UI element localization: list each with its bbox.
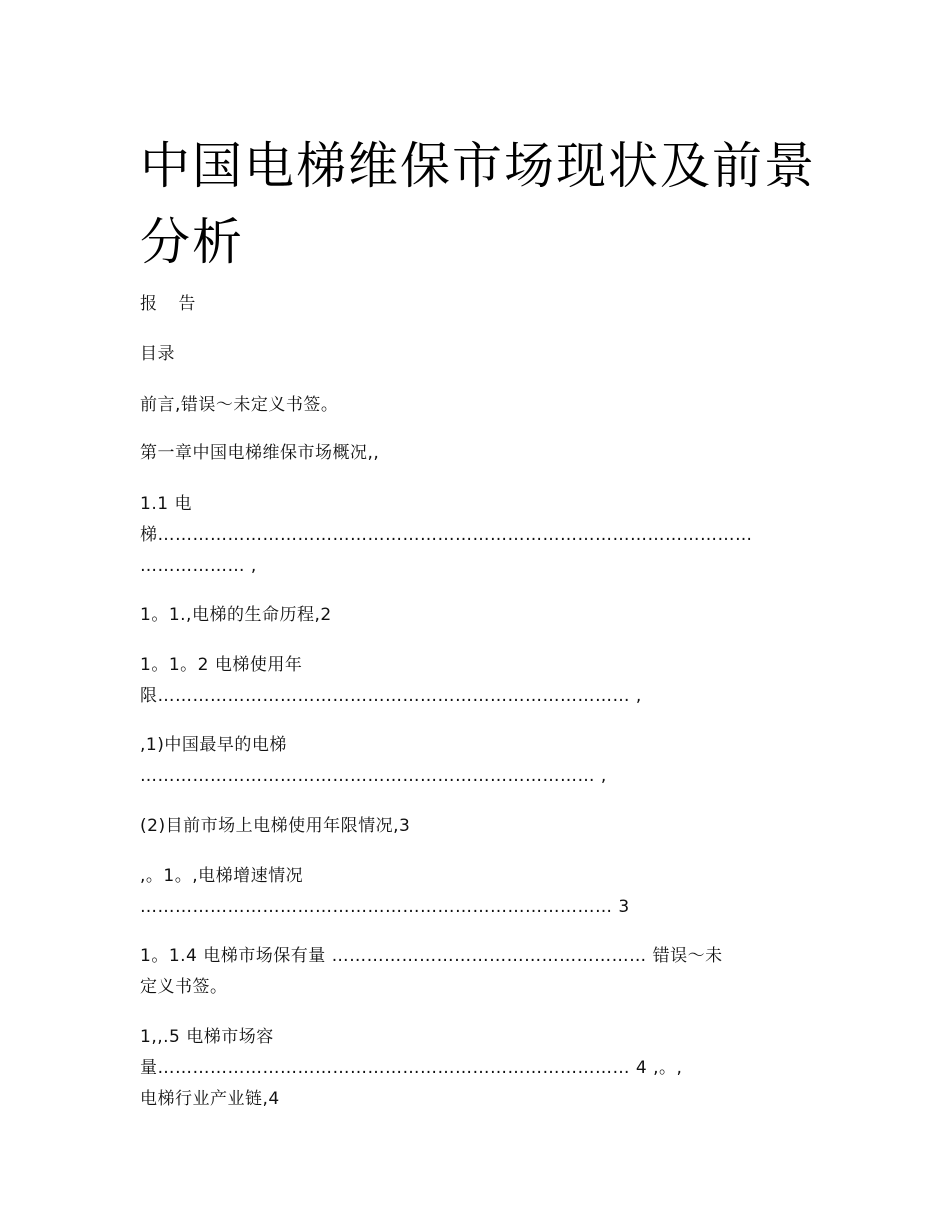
toc-entry-1-1-label: 1.1 电 xyxy=(140,494,192,514)
toc-entry-1-1-2-leader: 限……………………………………………………………………… , xyxy=(140,686,642,706)
toc-entry-1-1-5-leader: 量……………………………………………………………………… 4 ,。, xyxy=(140,1058,683,1078)
document-title: 中国电梯维保市场现状及前景分析 xyxy=(140,137,816,271)
toc-entry-1-1-2-label: 1。1。2 电梯使用年 xyxy=(140,655,303,675)
toc-entry-industry-chain: 电梯行业产业链,4 xyxy=(140,1089,280,1109)
toc-heading: 目录 xyxy=(140,344,175,364)
toc-entry-chapter-1: 第一章中国电梯维保市场概况,, xyxy=(140,443,380,463)
toc-entry-1-1-1: 1。1.,电梯的生命历程,2 xyxy=(140,605,332,625)
toc-entry-growth-leader: ……………………………………………………………………… 3 xyxy=(140,897,630,917)
toc-entry-growth-label: ,。1。,电梯增速情况 xyxy=(140,866,304,886)
toc-entry-earliest-elevator-leader: …………………………………………………………………… , xyxy=(140,766,607,786)
toc-entry-1-1-4: 1。1.4 电梯市场保有量 ……………………………………………… 错误～未 xyxy=(140,946,723,966)
toc-entry-1-1-leader: 梯………………………………………………………………………………………… xyxy=(140,525,753,545)
toc-entry-1-1-page: ……………… , xyxy=(140,556,257,576)
toc-entry-1-1-4-cont: 定义书签。 xyxy=(140,977,228,997)
document-subtitle: 报 告 xyxy=(140,294,204,314)
toc-entry-1-1-5-label: 1,,.5 电梯市场容 xyxy=(140,1027,274,1047)
toc-entry-preface: 前言,错误～未定义书签。 xyxy=(140,395,339,415)
toc-entry-earliest-elevator-label: ,1)中国最早的电梯 xyxy=(140,735,287,755)
toc-entry-service-life: (2)目前市场上电梯使用年限情况,3 xyxy=(140,816,411,836)
